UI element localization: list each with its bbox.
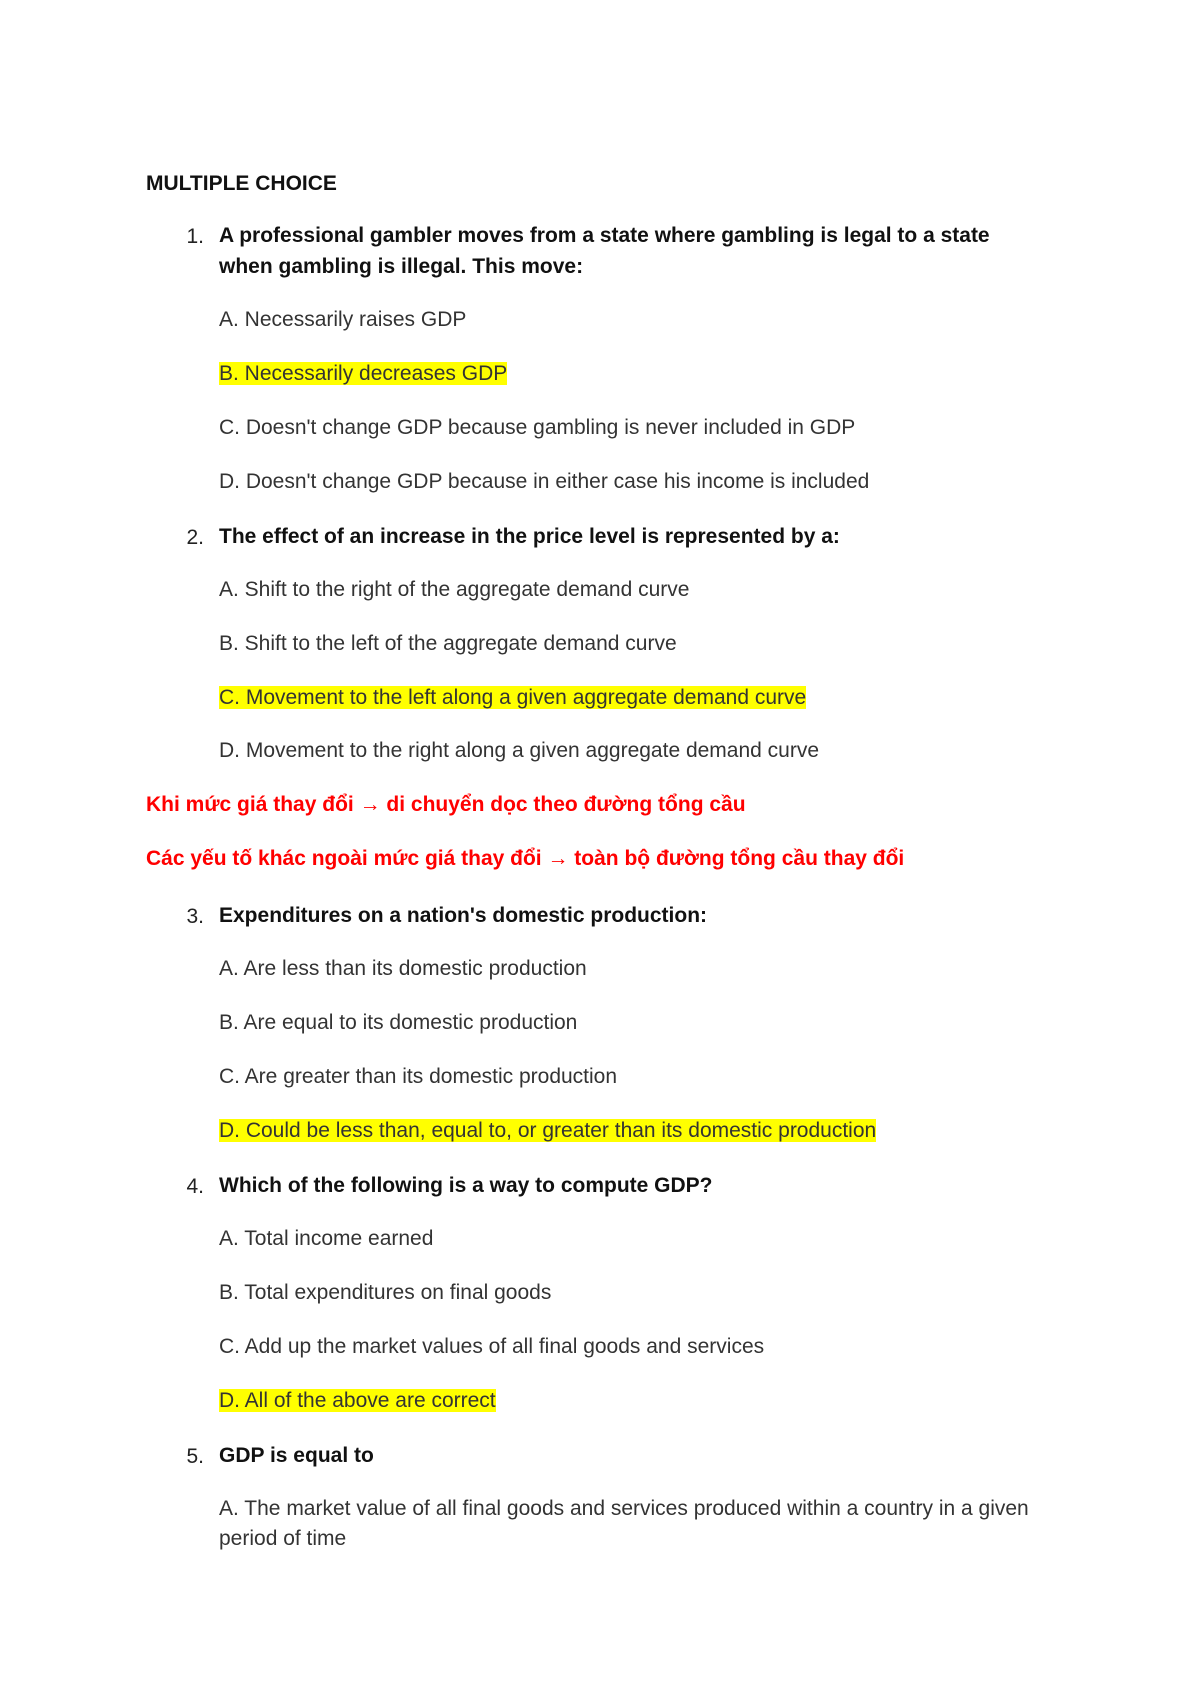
option-text: B. Total expenditures on final goods <box>219 1281 552 1304</box>
section-heading: MULTIPLE CHOICE <box>146 172 337 195</box>
question-text: Expenditures on a nation's domestic production: <box>219 904 708 927</box>
option-a <box>219 1224 1049 1254</box>
option-text: D. Doesn't change GDP because in either case his income is included <box>219 470 870 493</box>
question-text: The effect of an increase in the price level is represented by a: <box>219 525 840 548</box>
option-c <box>219 1062 1049 1092</box>
option-b <box>219 1278 1049 1308</box>
option-text: C. Are greater than its domestic production <box>219 1065 618 1088</box>
option-text: A. The market value of all final goods and services produced within a country in a given period of time <box>219 1497 1029 1550</box>
option-a <box>219 305 1049 335</box>
option-a <box>219 575 1049 605</box>
option-text: B. Shift to the left of the aggregate demand curve <box>219 632 677 655</box>
option-c <box>219 1332 1049 1362</box>
option-text: A. Are less than its domestic production <box>219 957 587 980</box>
question-text: A professional gambler moves from a state where gambling is legal to a state when gambling is illegal. This move: <box>219 224 990 278</box>
option-text: D. Movement to the right along a given aggregate demand curve <box>219 739 820 762</box>
option-c <box>219 413 1049 443</box>
option-text-highlighted: D. All of the above are correct <box>219 1389 496 1412</box>
option-d-correct <box>219 1116 1049 1146</box>
option-text: A. Necessarily raises GDP <box>219 308 467 331</box>
option-b <box>219 629 1049 659</box>
question-number: 4. <box>186 1175 204 1198</box>
option-text: A. Shift to the right of the aggregate demand curve <box>219 578 690 601</box>
note-line: Các yếu tố khác ngoài mức giá thay đổi → toàn bộ đường tổng cầu thay đổi <box>146 847 905 870</box>
note-line: Khi mức giá thay đổi → di chuyển dọc theo đường tổng cầu <box>146 793 746 816</box>
question-number: 3. <box>186 905 204 928</box>
option-a <box>219 1494 1049 1554</box>
option-b-correct <box>219 359 1049 389</box>
option-text-highlighted: B. Necessarily decreases GDP <box>219 362 508 385</box>
option-a <box>219 954 1049 984</box>
question-number: 2. <box>186 526 204 549</box>
option-text: C. Add up the market values of all final goods and services <box>219 1335 765 1358</box>
question-number: 1. <box>186 225 204 248</box>
option-text: C. Doesn't change GDP because gambling is never included in GDP <box>219 416 856 439</box>
option-text: A. Total income earned <box>219 1227 434 1250</box>
question-text: Which of the following is a way to compute GDP? <box>219 1174 713 1197</box>
option-d-correct <box>219 1386 1049 1416</box>
option-text-highlighted: C. Movement to the left along a given aggregate demand curve <box>219 686 807 709</box>
option-d <box>219 736 1049 766</box>
option-c-correct <box>219 683 1049 713</box>
option-b <box>219 1008 1049 1038</box>
question-number: 5. <box>186 1445 204 1468</box>
option-text-highlighted: D. Could be less than, equal to, or greater than its domestic production <box>219 1119 877 1142</box>
option-d <box>219 467 1049 497</box>
option-text: B. Are equal to its domestic production <box>219 1011 578 1034</box>
question-text: GDP is equal to <box>219 1444 374 1467</box>
